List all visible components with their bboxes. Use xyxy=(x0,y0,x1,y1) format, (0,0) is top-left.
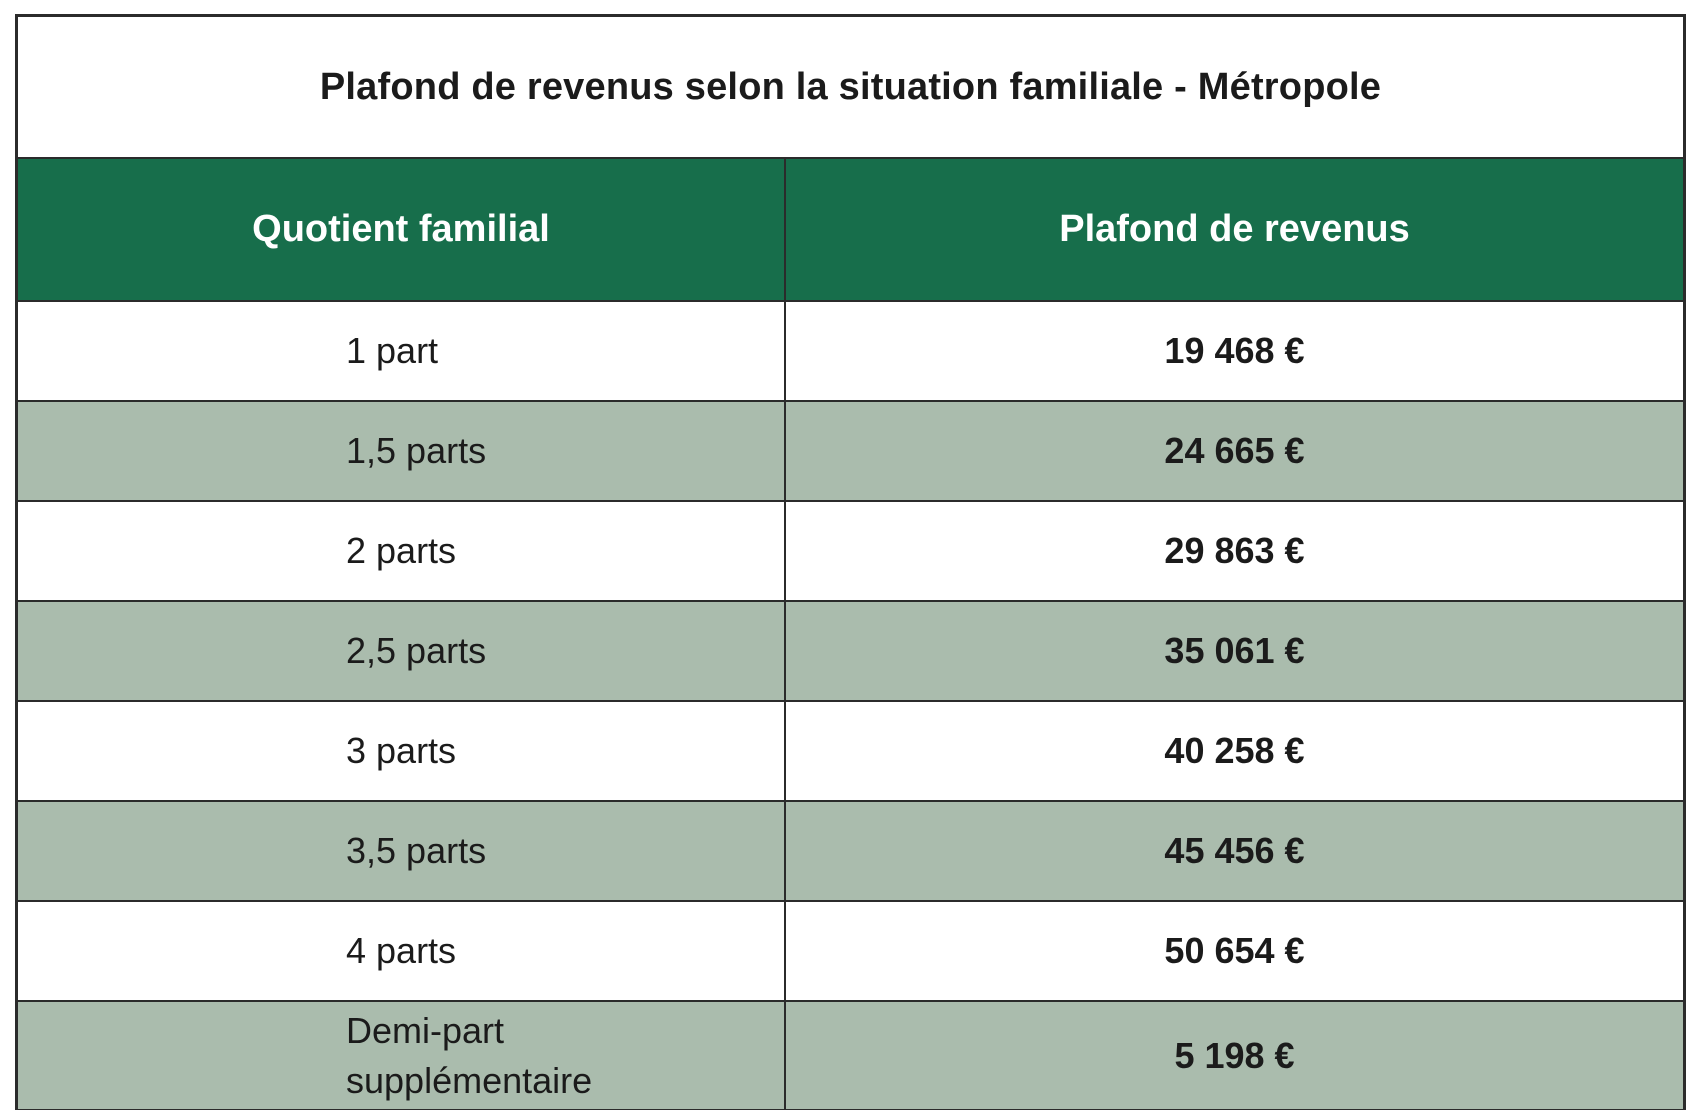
table-row xyxy=(18,601,1683,701)
quotient-cell xyxy=(18,701,785,801)
table-row xyxy=(18,401,1683,501)
table-row xyxy=(18,801,1683,901)
table-row xyxy=(18,501,1683,601)
table-title: Plafond de revenus selon la situation familiale - Métropole xyxy=(319,65,1382,108)
table-row xyxy=(18,301,1683,401)
quotient-cell xyxy=(18,401,785,501)
quotient-cell xyxy=(18,801,785,901)
quotient-cell xyxy=(18,1001,785,1109)
plafond-cell: 35 061 € xyxy=(785,601,1683,701)
plafond-cell: 45 456 € xyxy=(785,801,1683,901)
quotient-cell xyxy=(18,901,785,1001)
plafond-cell: 50 654 € xyxy=(785,901,1683,1001)
income-ceiling-table-frame xyxy=(15,14,1686,1110)
table-title-row xyxy=(18,17,1683,159)
column-header-plafond: Plafond de revenus xyxy=(785,159,1683,301)
column-header-quotient: Quotient familial xyxy=(18,159,785,301)
table-row xyxy=(18,701,1683,801)
quotient-value: 1 part xyxy=(346,330,439,371)
quotient-value: 2 parts xyxy=(346,530,457,571)
quotient-cell xyxy=(18,301,785,401)
quotient-value: Demi-part supplémentaire xyxy=(346,1009,593,1101)
plafond-cell: 24 665 € xyxy=(785,401,1683,501)
quotient-cell xyxy=(18,501,785,601)
quotient-value: 2,5 parts xyxy=(346,630,487,671)
quotient-value: 3,5 parts xyxy=(346,830,487,871)
table-header-row xyxy=(18,159,1683,301)
plafond-cell: 29 863 € xyxy=(785,501,1683,601)
quotient-value: 1,5 parts xyxy=(346,430,487,471)
quotient-value: 3 parts xyxy=(346,730,457,771)
income-ceiling-table xyxy=(18,159,1683,1109)
plafond-cell: 40 258 € xyxy=(785,701,1683,801)
plafond-cell: 19 468 € xyxy=(785,301,1683,401)
table-row xyxy=(18,1001,1683,1109)
table-row xyxy=(18,901,1683,1001)
plafond-cell: 5 198 € xyxy=(785,1001,1683,1109)
quotient-cell xyxy=(18,601,785,701)
quotient-value: 4 parts xyxy=(346,930,457,971)
